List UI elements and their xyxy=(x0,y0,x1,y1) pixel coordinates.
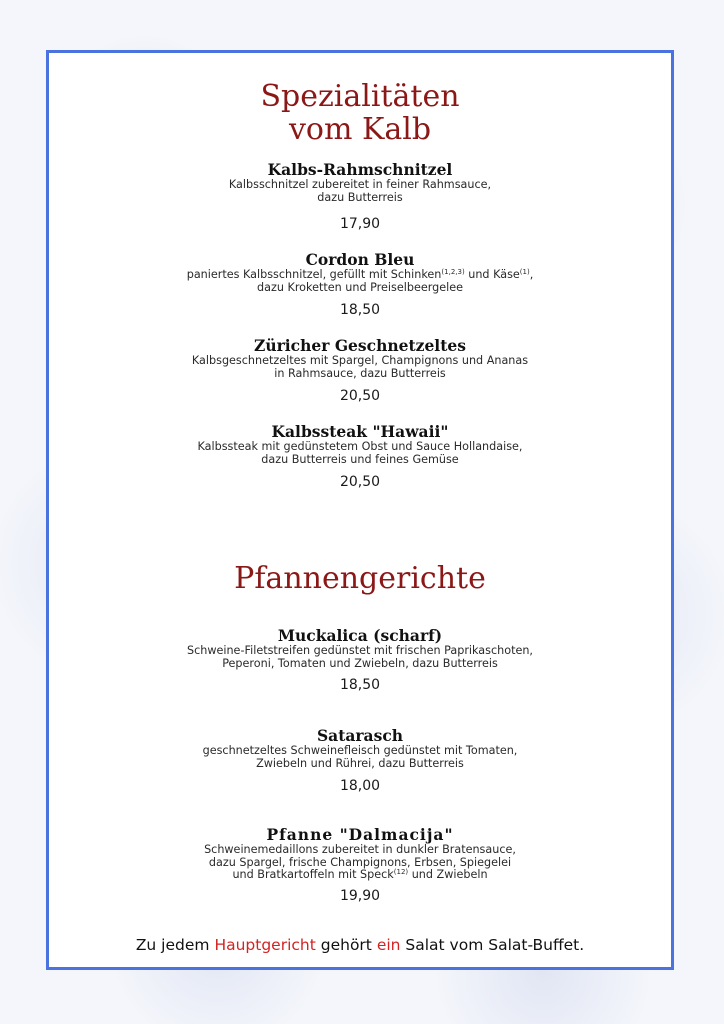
item-price: 18,50 xyxy=(339,302,381,318)
item-name: Züricher Geschnetzeltes xyxy=(254,336,466,355)
item-price: 17,90 xyxy=(339,216,381,232)
menu-item xyxy=(49,422,671,466)
item-description: Kalbsgeschnetzeltes mit Spargel, Champignons und Ananas in Rahmsauce, dazu Butterreis xyxy=(191,354,529,380)
menu-item xyxy=(49,626,671,670)
item-name: Kalbssteak "Hawaii" xyxy=(271,422,449,441)
menu-card xyxy=(46,50,674,970)
section-title-kalb: Spezialitäten vom Kalb xyxy=(260,79,460,147)
item-name: Cordon Bleu xyxy=(305,250,415,269)
menu-item xyxy=(49,250,671,294)
item-price: 18,00 xyxy=(339,778,381,794)
item-description: Schweine-Filetstreifen gedünstet mit frischen Paprikaschoten, Peperoni, Tomaten und Zwiebeln, dazu Butterreis xyxy=(186,644,533,670)
menu-item xyxy=(49,160,671,204)
item-price: 20,50 xyxy=(339,388,381,404)
footer-note: Zu jedem Hauptgericht gehört ein Salat vom Salat-Buffet. xyxy=(135,936,585,954)
item-name: Kalbs-Rahmschnitzel xyxy=(267,160,453,179)
menu-item xyxy=(49,726,671,770)
item-description: paniertes Kalbsschnitzel, gefüllt mit Schinken$^{(1,2,3)}$ und Käse$^{(1)}$, dazu Kroketten und Preiselbeergelee xyxy=(186,268,534,294)
menu-item xyxy=(49,336,671,380)
item-name: Satarasch xyxy=(316,726,404,745)
item-name: Pfanne "Dalmacija" xyxy=(266,825,454,844)
item-description: Kalbsschnitzel zubereitet in feiner Rahmsauce, dazu Butterreis xyxy=(228,178,492,204)
section-title-pfannengerichte: Pfannengerichte xyxy=(234,561,486,596)
item-price: 18,50 xyxy=(339,677,381,693)
item-price: 19,90 xyxy=(339,888,381,904)
item-description: geschnetzeltes Schweinefleisch gedünstet mit Tomaten, Zwiebeln und Rührei, dazu Butterreis xyxy=(202,744,518,770)
item-description: Kalbssteak mit gedünstetem Obst und Sauce Hollandaise, dazu Butterreis und feines Gemüse xyxy=(197,440,523,466)
item-price: 20,50 xyxy=(339,474,381,490)
item-name: Muckalica (scharf) xyxy=(277,626,443,645)
item-description: Schweinemedaillons zubereitet in dunkler Bratensauce, dazu Spargel, frische Champignons, Erbsen, Spiegelei und Bratkartoffeln mit Speck$^{(12)}$ und Zwiebeln xyxy=(204,843,516,881)
menu-item xyxy=(49,825,671,882)
